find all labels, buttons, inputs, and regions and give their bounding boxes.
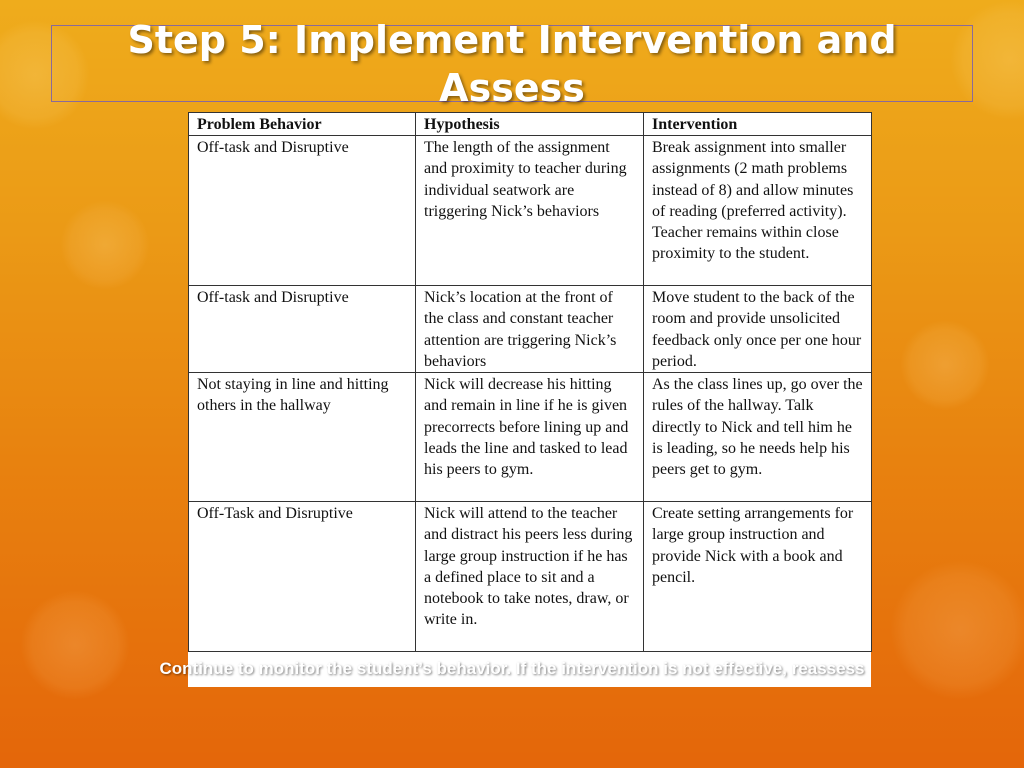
- intervention-cell: Break assignment into smaller assignments (2 math problems instead of 8) and allow minutes of reading (preferred activity). Teacher remains within close proximity to the student.: [644, 136, 872, 286]
- problem-cell: Not staying in line and hitting others in the hallway: [189, 373, 416, 502]
- column-header-intervention: Intervention: [644, 113, 872, 136]
- background-flower: [60, 200, 150, 290]
- hypothesis-cell: Nick will attend to the teacher and distract his peers less during large group instruction if he has a defined place to sit and a notebook to take notes, draw, or write in.: [416, 502, 644, 652]
- behavior-table-image[interactable]: [188, 112, 871, 687]
- problem-cell: Off-Task and Disruptive: [189, 502, 416, 652]
- problem-cell: Off-task and Disruptive: [189, 286, 416, 373]
- intervention-cell: Create setting arrangements for large group instruction and provide Nick with a book and pencil.: [644, 502, 872, 652]
- hypothesis-cell: Nick’s location at the front of the class and constant teacher attention are triggering Nick’s behaviors: [416, 286, 644, 373]
- column-header-hypothesis: Hypothesis: [416, 113, 644, 136]
- column-header-problem: Problem Behavior: [189, 113, 416, 136]
- hypothesis-cell: Nick will decrease his hitting and remain in line if he is given precorrects before lining up and leads the line and tasked to lead his peers to gym.: [416, 373, 644, 502]
- footer-note: Continue to monitor the student’s behavior. If the intervention is not effective, reassess: [159, 659, 865, 678]
- intervention-cell: Move student to the back of the room and provide unsolicited feedback only once per one hour period.: [644, 286, 872, 373]
- background-flower: [890, 560, 1024, 700]
- table-row: [189, 136, 872, 286]
- table-row: [189, 286, 872, 373]
- hypothesis-cell: The length of the assignment and proximity to teacher during individual seatwork are triggering Nick’s behaviors: [416, 136, 644, 286]
- table-row: [189, 502, 872, 652]
- background-flower: [20, 590, 130, 700]
- background-flower: [900, 320, 990, 410]
- table-header-row: [189, 113, 872, 136]
- slide-title: Step 5: Implement Intervention and Assess: [127, 18, 897, 110]
- table-row: [189, 373, 872, 502]
- problem-cell: Off-task and Disruptive: [189, 136, 416, 286]
- intervention-cell: As the class lines up, go over the rules of the hallway. Talk directly to Nick and tell him he is leading, so he needs help his peers get to gym.: [644, 373, 872, 502]
- behavior-table: [188, 112, 872, 652]
